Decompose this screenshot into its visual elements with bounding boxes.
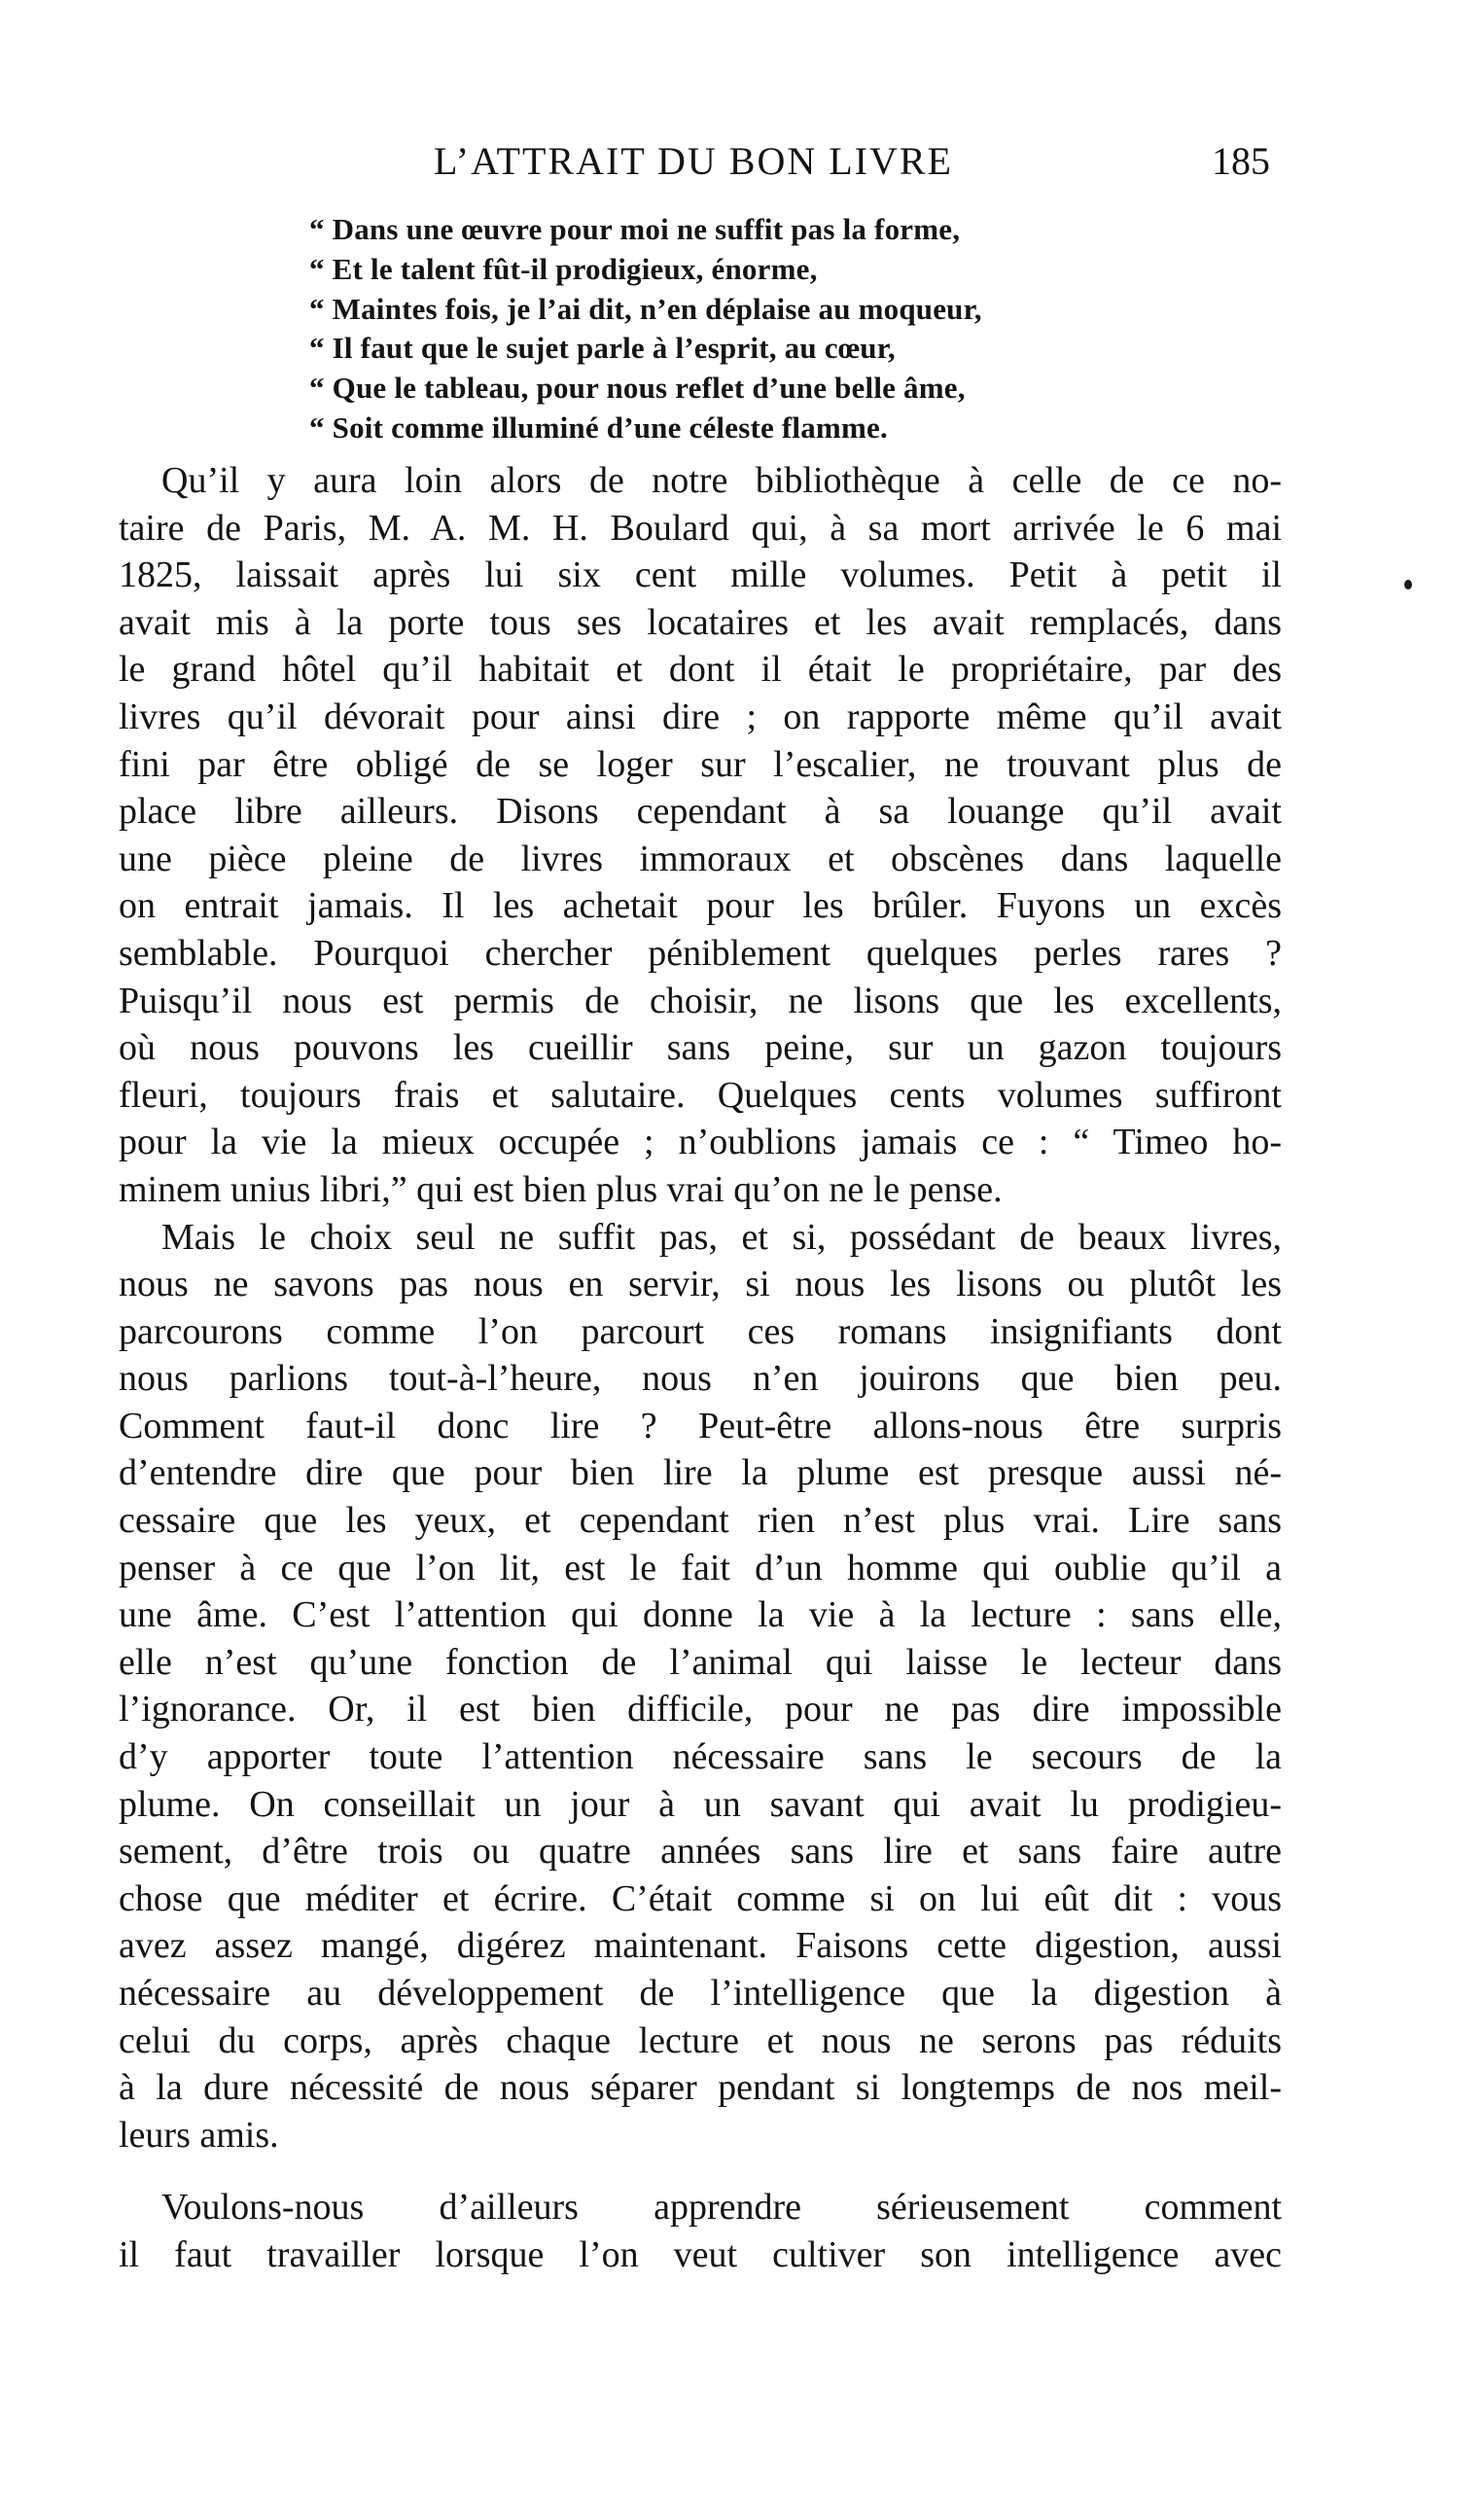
paragraph-2 (119, 1214, 1282, 2159)
text-line: livres qu’il dévorait pour ainsi dire ; on rapporte même qu’il avait (119, 696, 1282, 737)
text-line: Mais le choix seul ne suffit pas, et si, possédant de beaux livres, (161, 1216, 1282, 1258)
text-line: d’y apporter toute l’attention nécessaire sans le secours de la (119, 1736, 1282, 1778)
text-line: cessaire que les yeux, et cependant rien n’est plus vrai. Lire sans (119, 1500, 1282, 1542)
text-line: place libre ailleurs. Disons cependant à sa louange qu’il avait (119, 791, 1282, 833)
text-line: une âme. C’est l’attention qui donne la vie à la lecture : sans elle, (119, 1594, 1282, 1636)
poem-quotation (309, 210, 1107, 448)
paragraph-gap (119, 2159, 1282, 2184)
text-line: Comment faut-il donc lire ? Peut-être allons-nous être surpris (119, 1405, 1282, 1446)
text-line: fini par être obligé de se loger sur l’escalier, ne trouvant plus de (119, 743, 1282, 785)
poem-line: “ Maintes fois, je l’ai dit, n’en déplaise au moqueur, (309, 291, 982, 326)
text-line: parcourons comme l’on parcourt ces romans insignifiants dont (119, 1310, 1282, 1352)
text-line: Voulons-nous d’ailleurs apprendre sérieusement comment (161, 2187, 1282, 2229)
text-line: nous parlions tout-à-l’heure, nous n’en jouirons que bien peu. (119, 1358, 1282, 1400)
text-line: 1825, laissait après lui six cent mille volumes. Petit à petit il (119, 554, 1282, 596)
paragraph-1 (119, 457, 1282, 1214)
text-line: pour la vie la mieux occupée ; n’oublions jamais ce : “ Timeo ho- (119, 1122, 1282, 1163)
text-line: à la dure nécessité de nous séparer pendant si longtemps de nos meil- (119, 2067, 1282, 2109)
text-line: d’entendre dire que pour bien lire la plume est presque aussi né- (119, 1452, 1282, 1494)
poem-line: “ Il faut que le sujet parle à l’esprit, au cœur, (309, 331, 896, 366)
text-line: leurs amis. (119, 2114, 279, 2156)
running-title: L’ATTRAIT DU BON LIVRE (434, 139, 953, 183)
text-line: fleuri, toujours frais et salutaire. Quelques cents volumes suffiront (119, 1074, 1282, 1116)
text-line: semblable. Pourquoi chercher péniblement quelques perles rares ? (119, 932, 1282, 974)
page-number: 185 (1212, 139, 1270, 183)
text-line: chose que méditer et écrire. C’était comme si on lui eût dit : vous (119, 1877, 1282, 1919)
poem-line: “ Dans une œuvre pour moi ne suffit pas la forme, (309, 212, 961, 246)
text-line: il faut travailler lorsque l’on veut cultiver son intelligence avec (119, 2233, 1282, 2275)
text-line: elle n’est qu’une fonction de l’animal qui laisse le lecteur dans (119, 1641, 1282, 1683)
text-line: celui du corps, après chaque lecture et nous ne serons pas réduits (119, 2019, 1282, 2061)
text-line: on entrait jamais. Il les achetait pour les brûler. Fuyons un excès (119, 885, 1282, 927)
text-line: l’ignorance. Or, il est bien difficile, pour ne pas dire impossible (119, 1689, 1282, 1731)
text-line: sement, d’être trois ou quatre années sans lire et sans faire autre (119, 1831, 1282, 1873)
poem-line: “ Soit comme illuminé d’une céleste flamme. (309, 410, 888, 445)
text-line: penser à ce que l’on lit, est le fait d’un homme qui oublie qu’il a (119, 1547, 1282, 1588)
text-line: taire de Paris, M. A. M. H. Boulard qui, à sa mort arrivée le 6 mai (119, 507, 1282, 549)
text-line: nécessaire au développement de l’intelligence que la digestion à (119, 1973, 1282, 2014)
text-line: nous ne savons pas nous en servir, si nous les lisons ou plutôt les (119, 1264, 1282, 1305)
paragraph-3 (119, 2184, 1282, 2278)
text-line: où nous pouvons les cueillir sans peine, sur un gazon toujours (119, 1027, 1282, 1069)
ink-speck (1404, 580, 1412, 589)
text-line: le grand hôtel qu’il habitait et dont il était le propriétaire, par des (119, 649, 1282, 691)
poem-line: “ Que le tableau, pour nous reflet d’une belle âme, (309, 371, 966, 406)
text-line: plume. On conseillait un jour à un savant qui avait lu prodigieu- (119, 1783, 1282, 1825)
running-head (117, 132, 1270, 191)
poem-line: “ Et le talent fût-il prodigieux, énorme, (309, 251, 818, 286)
text-line: avait mis à la porte tous ses locataires et les avait remplacés, dans (119, 601, 1282, 643)
text-line: avez assez mangé, digérez maintenant. Faisons cette digestion, aussi (119, 1925, 1282, 1967)
text-line: Puisqu’il nous est permis de choisir, ne lisons que les excellents, (119, 980, 1282, 1021)
text-line: Qu’il y aura loin alors de notre bibliothèque à celle de ce no- (161, 460, 1282, 501)
body-text (119, 457, 1282, 2279)
text-line: minem unius libri,” qui est bien plus vrai qu’on ne le pense. (119, 1168, 1003, 1210)
text-line: une pièce pleine de livres immoraux et obscènes dans laquelle (119, 838, 1282, 879)
